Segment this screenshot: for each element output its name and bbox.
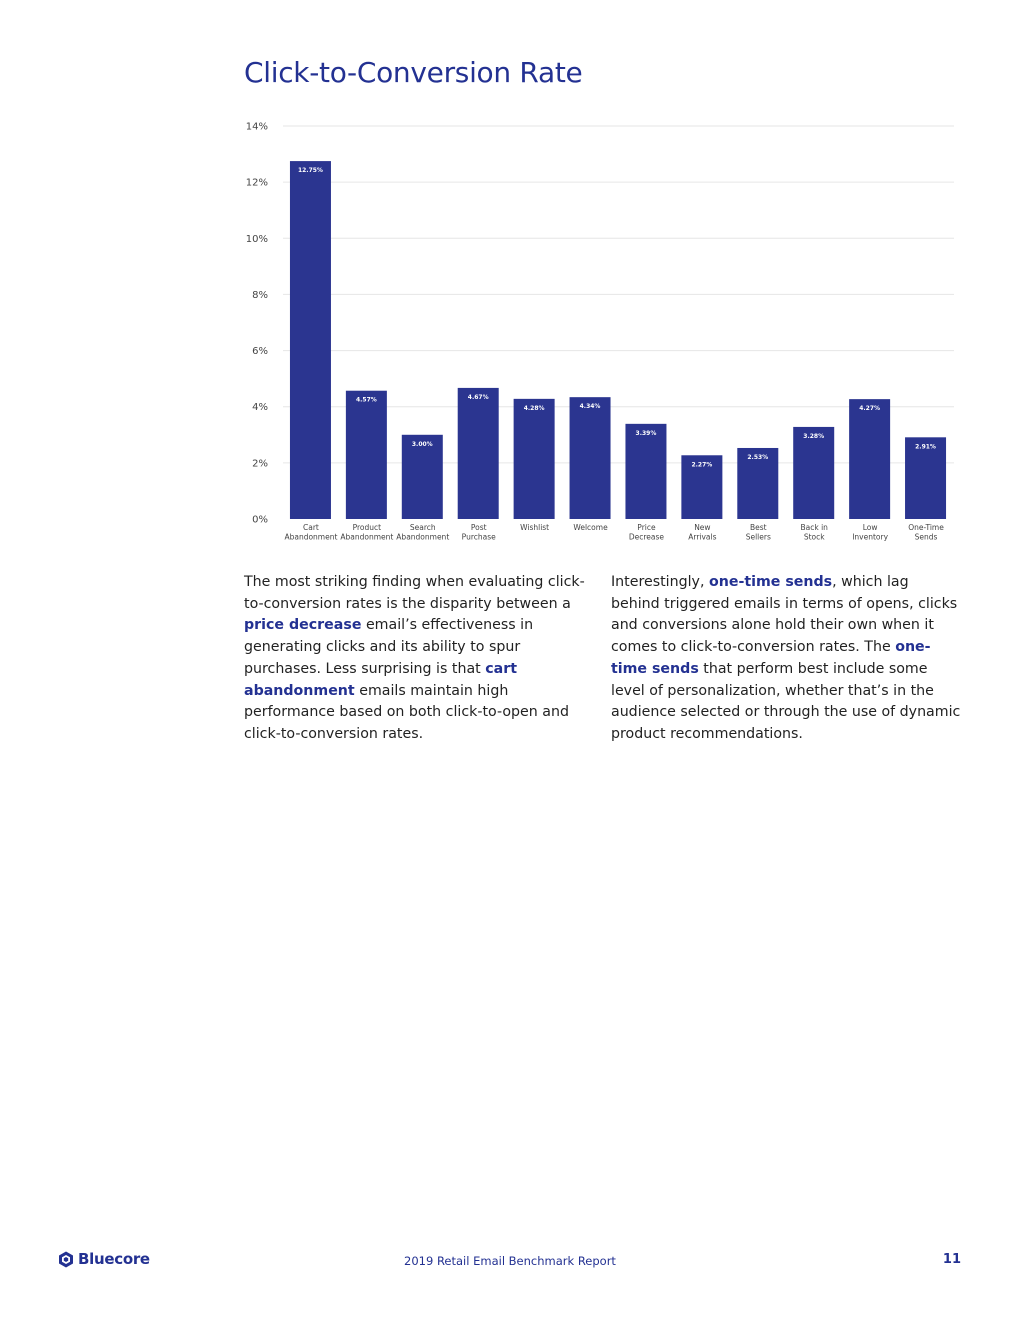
category-label: Low <box>862 523 878 532</box>
data-label: 3.28% <box>803 432 825 440</box>
bar <box>793 427 834 519</box>
category-label: Arrivals <box>688 532 717 542</box>
bar <box>514 399 555 519</box>
data-label: 4.57% <box>355 396 377 404</box>
y-axis-ticks <box>246 122 268 526</box>
left-paragraph <box>244 572 594 746</box>
data-label: 2.53% <box>747 453 769 461</box>
bar <box>570 397 611 519</box>
data-label: 4.34% <box>579 403 601 411</box>
bar <box>849 399 890 519</box>
data-label: 3.39% <box>635 429 657 437</box>
category-label: Inventory <box>852 532 889 542</box>
left-paragraph-text <box>244 572 594 746</box>
category-label: Back in <box>800 523 828 532</box>
bar <box>290 161 331 519</box>
highlighted-term: one-time sends <box>708 574 833 590</box>
x-axis-categories <box>284 523 944 542</box>
paragraph-run: Interestingly, <box>611 574 709 590</box>
bar <box>458 388 499 519</box>
category-label: Post <box>470 523 487 532</box>
chart-data-labels <box>298 167 936 468</box>
highlighted-term: cart abandonment <box>244 660 517 699</box>
category-label: Abandonment <box>396 532 450 542</box>
category-label: Sellers <box>745 532 771 542</box>
page-number: 11 <box>942 1252 961 1267</box>
category-label: Wishlist <box>520 523 550 532</box>
y-tick-label: 0% <box>252 514 268 526</box>
highlighted-term: price decrease <box>244 617 362 634</box>
highlighted-term: one-time sends <box>611 639 931 677</box>
category-label: One-Time <box>908 523 944 532</box>
bar <box>625 424 666 519</box>
paragraph-run: email’s effectiveness in generating clicks and its ability to spur purchases. Less surprising is that <box>244 617 534 677</box>
logo-text: Bluecore <box>78 1250 150 1268</box>
y-tick-label: 6% <box>252 346 268 358</box>
category-label: Cart <box>303 523 319 532</box>
chart-title: Click-to-Conversion Rate <box>244 56 583 89</box>
category-label: Abandonment <box>340 532 394 542</box>
paragraph-run: The most striking finding when evaluating click-to-conversion rates is the disparity between a <box>244 574 585 612</box>
paragraph-run: emails maintain high performance based on both click-to-open and click-to-conversion rates. <box>244 682 569 742</box>
category-label: Product <box>352 523 382 532</box>
category-label: Sends <box>914 532 938 542</box>
category-label: Best <box>749 523 767 532</box>
paragraph-run: that perform best include some level of personalization, whether that’s in the audience selected or through the use of dynamic product recommendations. <box>611 660 961 742</box>
right-paragraph <box>611 572 961 746</box>
y-tick-label: 4% <box>252 402 268 414</box>
y-tick-label: 10% <box>245 233 268 245</box>
y-tick-label: 14% <box>245 121 268 133</box>
data-label: 4.27% <box>859 405 881 413</box>
data-label: 2.91% <box>915 443 936 451</box>
paragraph-run: , which lag behind triggered emails in terms of opens, clicks and conversions alone hold their own when it comes to click-to-conversion rates. The <box>611 574 958 656</box>
bar-chart <box>0 0 1020 560</box>
category-label: Price <box>637 523 656 532</box>
category-label: Search <box>409 523 436 532</box>
data-label: 4.67% <box>467 393 489 401</box>
y-tick-label: 12% <box>245 177 268 189</box>
y-tick-label: 2% <box>252 458 268 470</box>
right-paragraph-text <box>611 572 961 746</box>
footer-report-title: 2019 Retail Email Benchmark Report <box>404 1254 616 1268</box>
data-label: 4.28% <box>523 404 545 412</box>
category-label: Abandonment <box>284 532 338 542</box>
data-label: 2.27% <box>691 461 713 469</box>
chart-bars <box>290 161 946 519</box>
category-label: New <box>694 523 711 532</box>
data-label: 12.75% <box>297 167 323 175</box>
category-label: Stock <box>803 532 825 542</box>
category-label: Welcome <box>573 523 608 532</box>
data-label: 3.00% <box>411 440 433 448</box>
category-label: Purchase <box>461 532 496 542</box>
y-tick-label: 8% <box>252 289 268 301</box>
bar <box>346 391 387 519</box>
category-label: Decrease <box>628 532 665 542</box>
